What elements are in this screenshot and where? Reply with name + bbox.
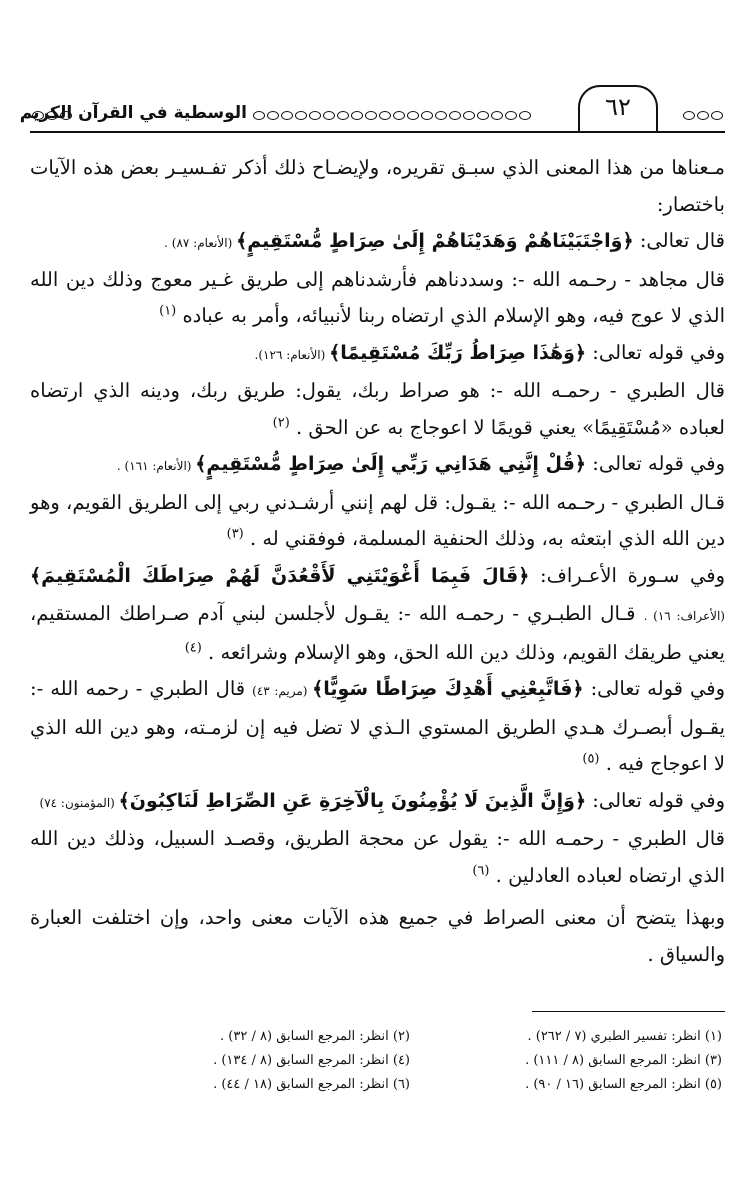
paragraph-text: قال الطبري - رحمـه الله -: هو صراط ربك، يقول: طريق ربك، ودينه الذي ارتضاه لعباده «مُسْتَقِيمًا» يعني قويمًا لا اعوجاج به عن الحق . [30,379,725,439]
page-header [19,85,725,143]
paragraph [30,150,725,223]
paragraph-text: وبهذا يتضح أن معنى الصراط في جميع هذه الآيات معنى واحد، وإن اختلفت العبارة والسياق . [30,906,725,966]
header-rule [30,131,725,133]
paragraph [30,373,725,446]
paragraph [30,446,725,485]
footnote: (١) انظر: تفسير الطبري (٧ / ٢٦٢) . [527,1029,722,1044]
lead-text: وفي قوله تعالى: [586,788,725,812]
quran-verse: ﴿وَهَٰذَا صِرَاطُ رَبِّكَ مُسْتَقِيمًا﴾ [329,341,587,364]
paragraph [30,335,725,374]
quran-verse: ﴿قَالَ فَبِمَا أَغْوَيْتَنِي لَأَقْعُدَنَّ لَهُمْ صِرَاطَكَ الْمُسْتَقِيمَ﴾ [30,564,530,587]
quran-verse: ﴿قُلْ إِنَّنِي هَدَانِي رَبِّي إِلَىٰ صِرَاطٍ مُّسْتَقِيمٍ﴾ [195,453,587,475]
verse-reference: (الأنعام: ١٦١) . [116,459,196,473]
verse-reference: (مريم: ٤٣) [252,684,313,698]
lead-text: وفي قوله تعالى: [586,340,725,364]
lead-text: وفي سـورة الأعـراف: [529,563,725,587]
paragraph [30,485,725,558]
paragraph [30,558,725,672]
paragraph [30,900,725,973]
quran-verse: ﴿فَاتَّبِعْنِي أَهْدِكَ صِرَاطًا سَوِيًّا﴾ [312,678,584,700]
footnote: (٦) انظر: المرجع السابق (١٨ / ٤٤) . [213,1077,410,1092]
quran-verse: ﴿وَاجْتَبَيْنَاهُمْ وَهَدَيْنَاهُمْ إِلَىٰ صِرَاطٍ مُّسْتَقِيمٍ﴾ [236,230,634,252]
footnote: (٣) انظر: المرجع السابق (٨ / ١١١) . [525,1053,722,1068]
body-text [30,150,725,973]
verse-reference: (الأنعام: ١٢٦). [254,347,330,362]
page-number: ٦٢ [578,85,658,131]
lead-text: وفي قوله تعالى: [586,452,725,475]
verse-reference: (الأنعام: ٨٧) . [164,236,237,250]
running-title: الوسطية في القرآن الكريم [19,103,247,123]
verse-reference: (المؤمنون: ٧٤) [39,795,119,810]
footnote-separator [532,1011,725,1012]
footnote-marker: (١) [159,303,177,319]
paragraph-text: قـال الطبـري - رحمـه الله -: يقـول لأجلسن لبني آدم صـراطك المستقيم، يعني طريقك القويم، وذلك دين الله الحق، وهو الإسلام وشرائعه . [30,602,725,664]
paragraph [30,783,725,822]
footnote-marker: (٣) [226,526,244,542]
footnote: (٥) انظر: المرجع السابق (١٦ / ٩٠) . [525,1077,722,1092]
paragraph [30,821,725,894]
paragraph-text: قال مجاهد - رحـمه الله -: وسددناهم فأرشدناهم إلى طريق غـير معوج وذلك دين الله الذي لا عوج فيه، وهو الإسلام الذي ارتضاه ربنا لأنبيائه، وأمر به عباده [30,267,725,327]
footnotes [110,1025,722,1097]
lead-text: قال تعالى: [633,229,725,252]
paragraph [30,223,725,262]
footnote-marker: (٤) [184,640,202,655]
footnote: (٤) انظر: المرجع السابق (٨ / ١٣٤) . [213,1053,410,1068]
paragraph [30,262,725,335]
paragraph-text: قال الطبري - رحمه الله -: يقـول أبصـرك هـدي الطريق المستوي الـذي لا تضل فيه إن لزمـته، وهو دين الله الذي لا اعوجاج فيه . [30,677,725,775]
header-ornament-right [683,111,723,125]
quran-verse: ﴿وَإِنَّ الَّذِينَ لَا يُؤْمِنُونَ بِالْآخِرَةِ عَنِ الصِّرَاطِ لَنَاكِبُونَ﴾ [118,789,587,812]
lead-text: وفي قوله تعالى: [583,677,725,700]
footnote-marker: (٦) [472,863,490,878]
verse-reference: (الأعراف: ١٦) . [643,609,725,623]
footnote-marker: (٥) [582,751,600,767]
footnote-marker: (٢) [272,415,290,430]
paragraph-text: قال الطبري - رحمـه الله -: يقول عن محجة الطريق، وقصـد السبيل، وذلك دين الله الذي ارتضاه لعباده العادلين . [30,827,725,887]
paragraph-text: قـال الطبري - رحـمه الله -: يقـول: قل لهم إنني أرشـدني ربي إلى الطريق القويم، وهو دين الله الذي ابتعثه به، وذلك الحنفية المسلمة، فوفقني له . [30,490,725,550]
footnote: (٢) انظر: المرجع السابق (٨ / ٣٢) . [220,1029,410,1044]
paragraph-text: مـعناها من هذا المعنى الذي سبـق تقريره، ولإيضـاح ذلك أذكر تفـسيـر بعض هذه الآيات باختصار: [30,156,725,216]
paragraph [30,671,725,783]
header-ornament-middle [253,111,531,125]
